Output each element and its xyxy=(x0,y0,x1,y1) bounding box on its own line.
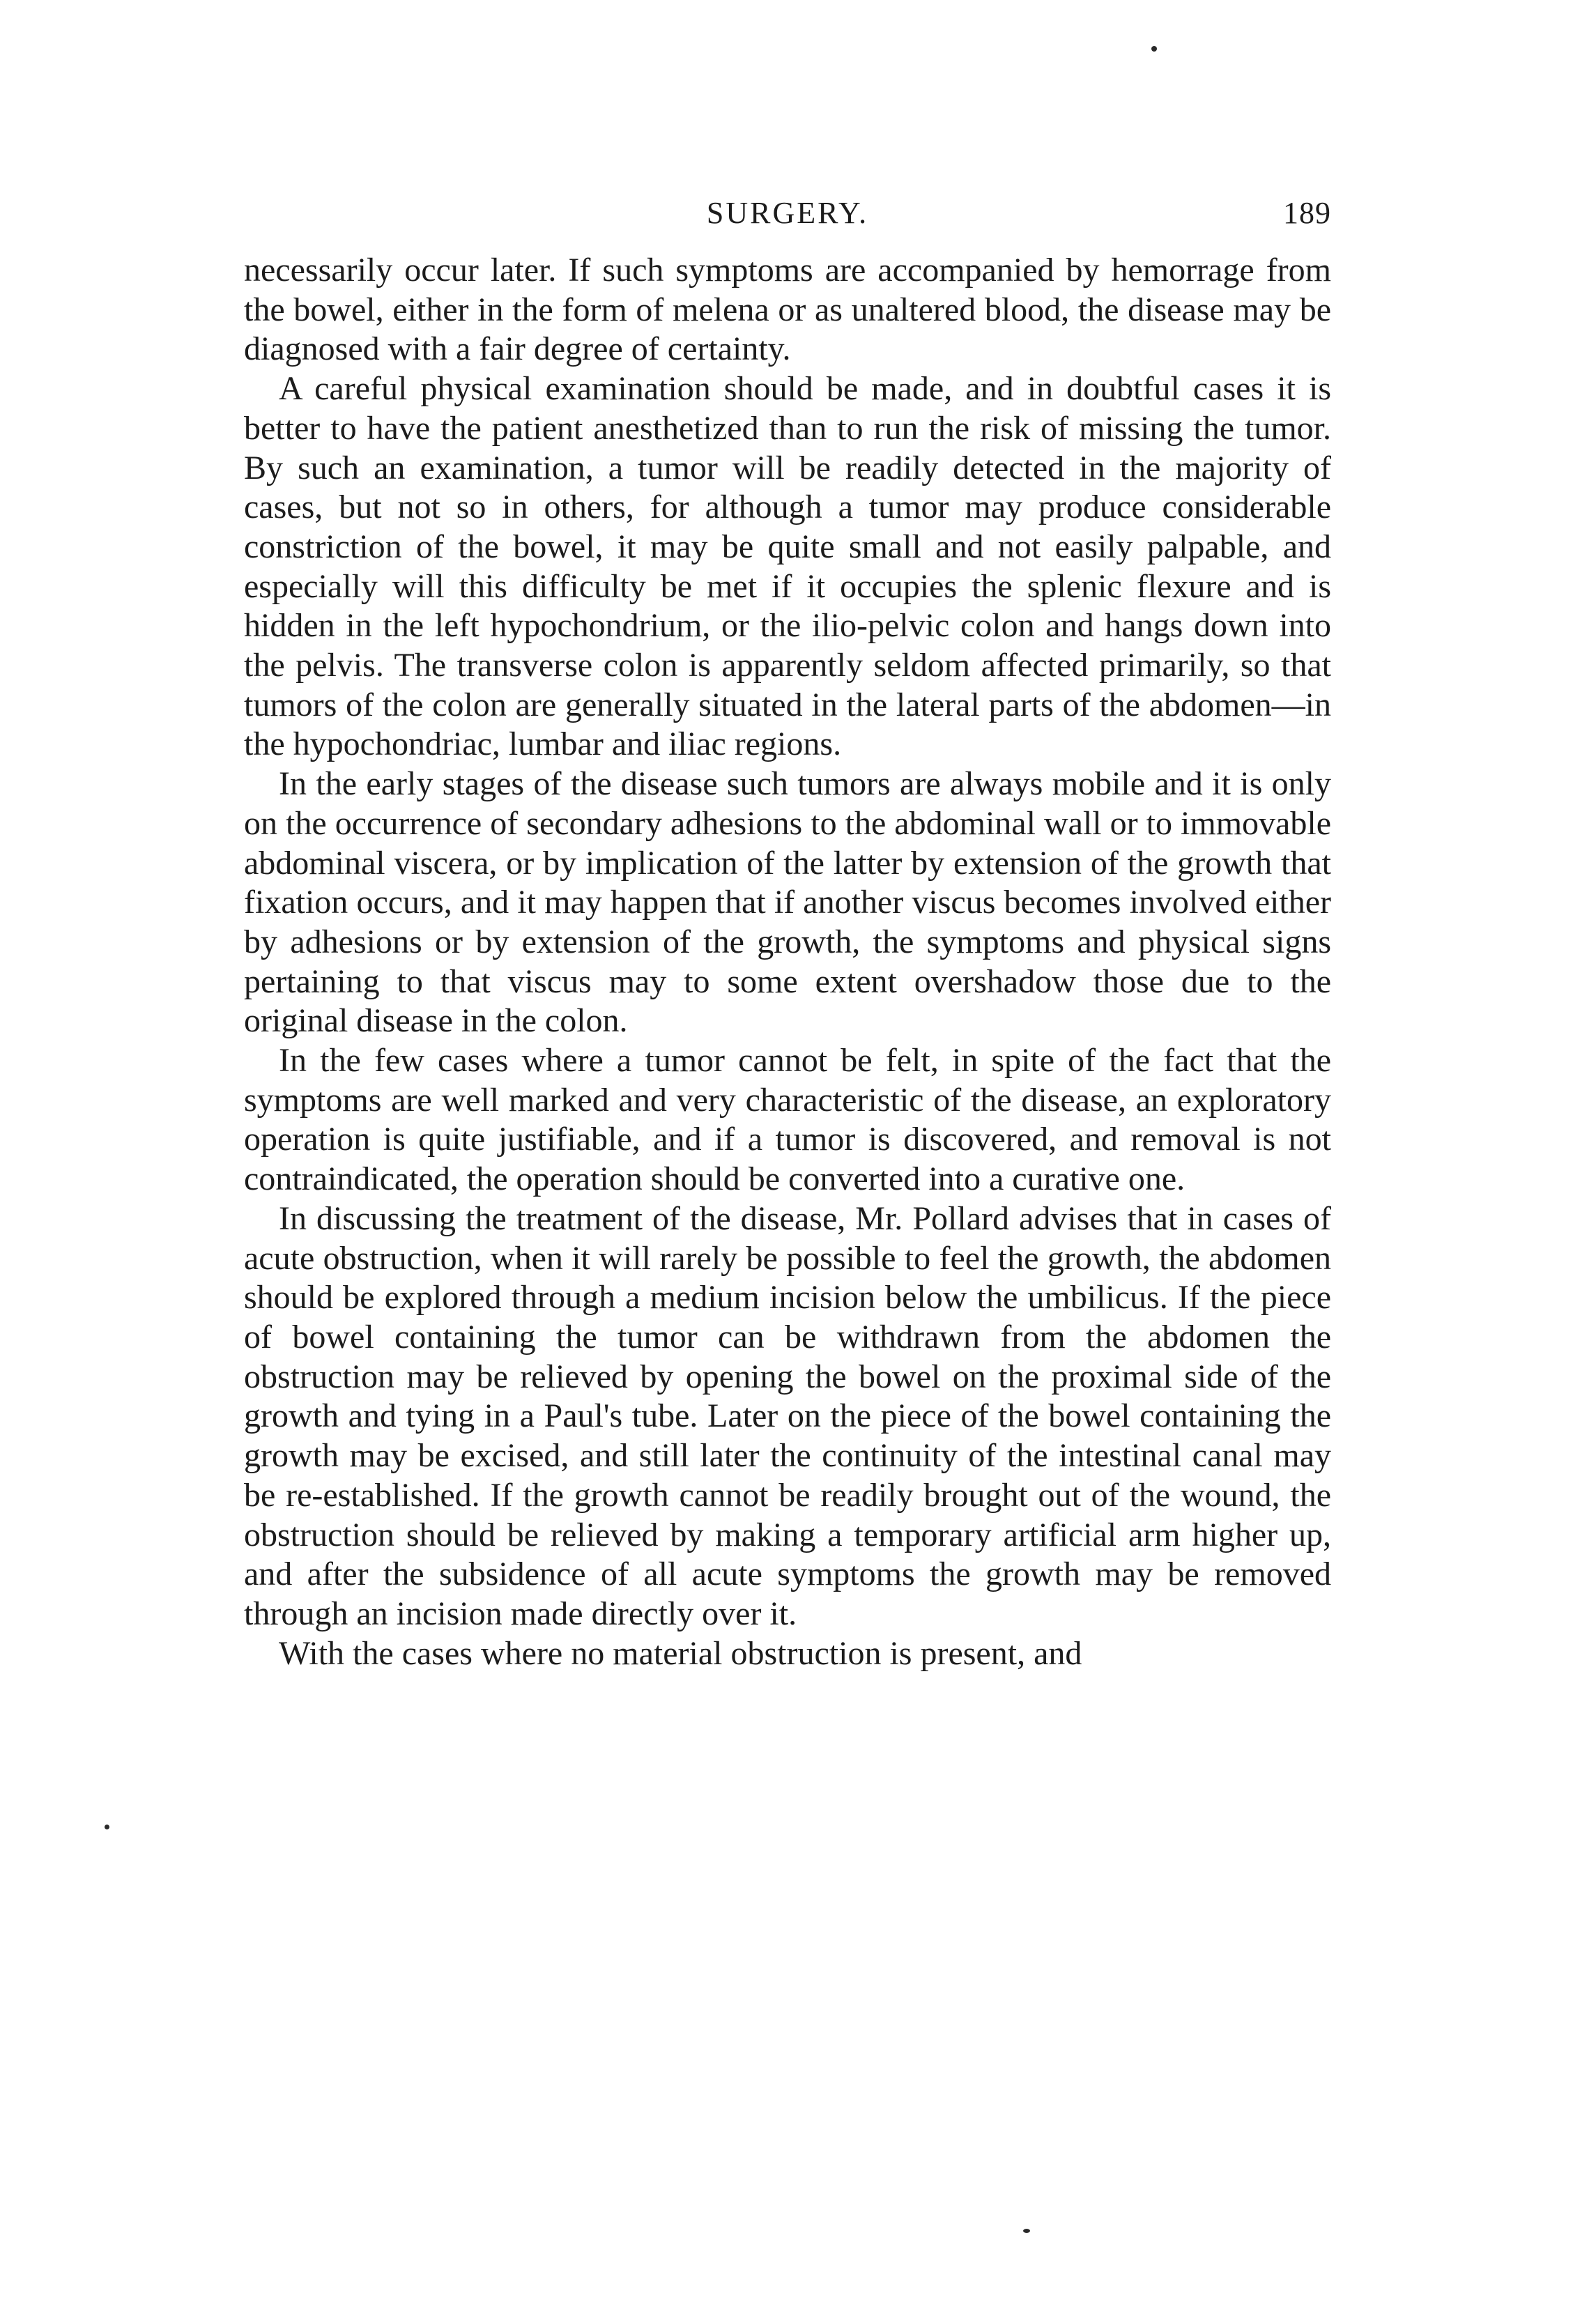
paragraph-continuation: necessarily occur later. If such symptoms are accompanied by hemorrage from the bowel, either in the form of melena or as unaltered blood, the disease may be diagnosed with a fair degree of certainty. xyxy=(244,252,1331,368)
running-head xyxy=(244,174,1331,230)
book-page xyxy=(244,174,1331,1673)
paragraph-no-obstruction: With the cases where no material obstruction is present, and xyxy=(279,1634,1082,1672)
running-title: SURGERY. xyxy=(706,196,869,230)
paragraph-exploratory-operation: In the few cases where a tumor cannot be felt, in spite of the fact that the symptoms are well marked and very characteristic of the disease, an exploratory operation is quite justifiable, and if a tumor is discovered, and removal is not contraindicated, the operation should be converted into a curative one. xyxy=(244,1042,1331,1198)
ink-speck-left-margin xyxy=(105,1825,109,1829)
paragraph-physical-examination: A careful physical examination should be made, and in doubtful cases it is better to have the patient anesthetized than to run the risk of missing the tumor. By such an examination, a tumor will be readily detected in the majority of cases, but not so in others, for although a tumor may produce considerable constriction of the bowel, it may be quite small and not easily palpable, and especially will this difficulty be met if it occupies the splenic flexure and is hidden in the left hypochondrium, or the ilio-pelvic colon and hangs down into the pelvis. The transverse colon is apparently seldom affected primarily, so that tumors of the colon are generally situated in the lateral parts of the abdomen—in the hypochondriac, lumbar and iliac regions. xyxy=(244,370,1331,763)
paragraph-treatment: In discussing the treatment of the disease, Mr. Pollard advises that in cases of acute obstruction, when it will rarely be possible to feel the growth, the abdomen should be explored through a medium incision below the umbilicus. If the piece of bowel containing the tumor can be withdrawn from the abdomen the obstruction may be relieved by opening the bowel on the proximal side of the growth and tying in a Paul's tube. Later on the piece of the bowel containing the growth may be excised, and still later the continuity of the intestinal canal may be re-established. If the growth cannot be readily brought out of the wound, the obstruction should be relieved by making a temporary artificial arm higher up, and after the subsidence of all acute symptoms the growth may be removed through an incision made directly over it. xyxy=(244,1199,1331,1632)
paragraph-early-stages: In the early stages of the disease such tumors are always mobile and it is only on the occurrence of secondary adhesions to the abdominal wall or to immovable abdominal viscera, or by implication of the latter by extension of the growth that fixation occurs, and it may happen that if another viscus becomes involved either by adhesions or by extension of the growth, the symptoms and physical signs pertaining to that viscus may to some extent overshadow those due to the original disease in the colon. xyxy=(244,765,1331,1040)
ink-speck-top xyxy=(1151,46,1157,52)
page-number: 189 xyxy=(1283,196,1331,230)
ink-speck-bottom xyxy=(1023,2229,1030,2233)
body-text xyxy=(244,251,1331,1673)
